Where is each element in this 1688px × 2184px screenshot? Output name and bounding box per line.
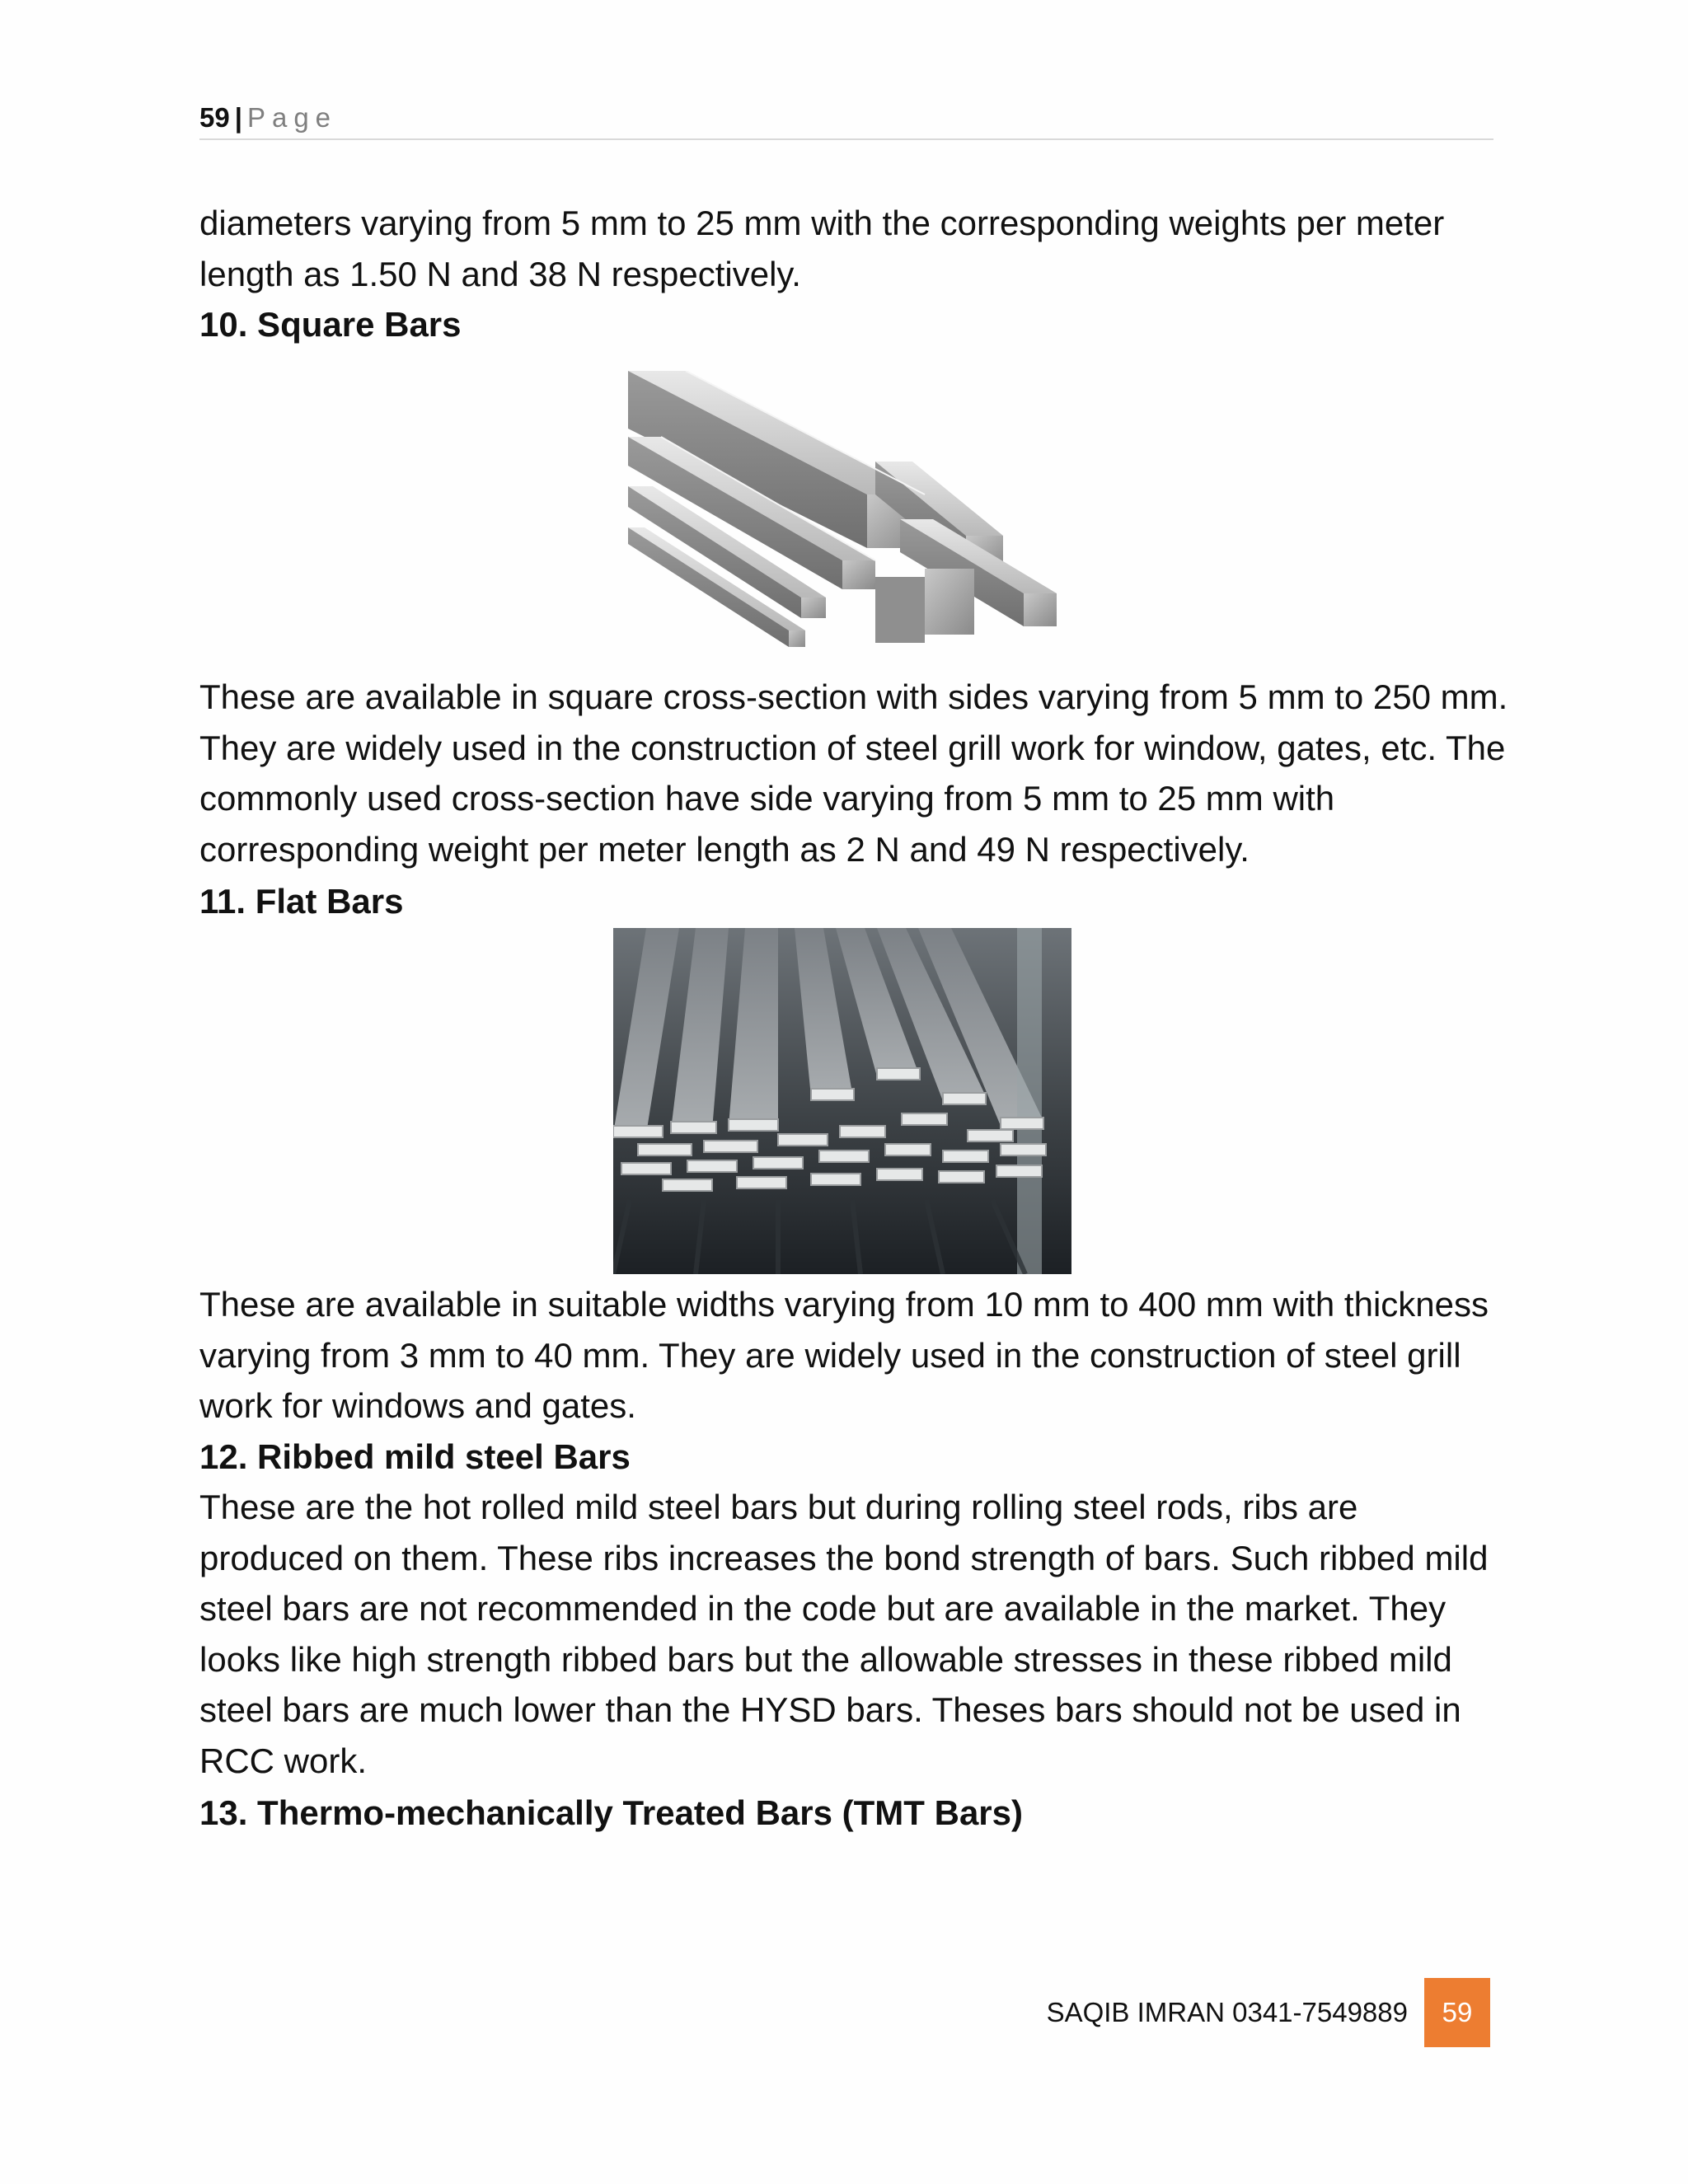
header-page-number: 59 bbox=[199, 102, 230, 133]
intro-paragraph: diameters varying from 5 mm to 25 mm with the corresponding weights per meter length as 1.50 N and 38 N respectively. bbox=[199, 204, 1445, 293]
square-bars-image bbox=[628, 371, 1073, 668]
flat-bars-paragraph: These are available in suitable widths varying from 10 mm to 400 mm with thickness varying from 3 mm to 40 mm. They are widely used in the construction of steel grill work for windows and gates. bbox=[199, 1285, 1489, 1425]
square-bars-paragraph: These are available in square cross-section with sides varying from 5 mm to 250 mm. They are widely used in the construction of steel grill work for window, gates, etc. The commonly used cross-section have side varying from 5 mm to 25 mm with corresponding weight per meter length as 2 N and 49 N respectively. bbox=[199, 677, 1508, 869]
header-page-word: Page bbox=[246, 102, 338, 133]
footer-page-number: 59 bbox=[1424, 1978, 1490, 2047]
flat-bars-heading: 11. Flat Bars bbox=[199, 882, 404, 921]
tmt-bars-heading: 13. Thermo-mechanically Treated Bars (TMT Bars) bbox=[199, 1793, 1023, 1832]
flat-bars-image bbox=[613, 928, 1071, 1274]
square-bars-heading: 10. Square Bars bbox=[199, 305, 462, 344]
header-separator: | bbox=[234, 102, 242, 133]
page-header bbox=[199, 97, 1493, 140]
ribbed-bars-heading: 12. Ribbed mild steel Bars bbox=[199, 1437, 631, 1476]
footer-author-contact: SAQIB IMRAN 0341-7549889 bbox=[1046, 1997, 1408, 2027]
ribbed-bars-paragraph: These are the hot rolled mild steel bars but during rolling steel rods, ribs are produced on them. These ribs increases the bond strength of bars. Such ribbed mild steel bars are not recommended in the code but are available in the market. They looks like high strength ribbed bars but the allowable stresses in these ribbed mild steel bars are much lower than the HYSD bars. Theses bars should not be used in RCC work. bbox=[199, 1488, 1489, 1780]
